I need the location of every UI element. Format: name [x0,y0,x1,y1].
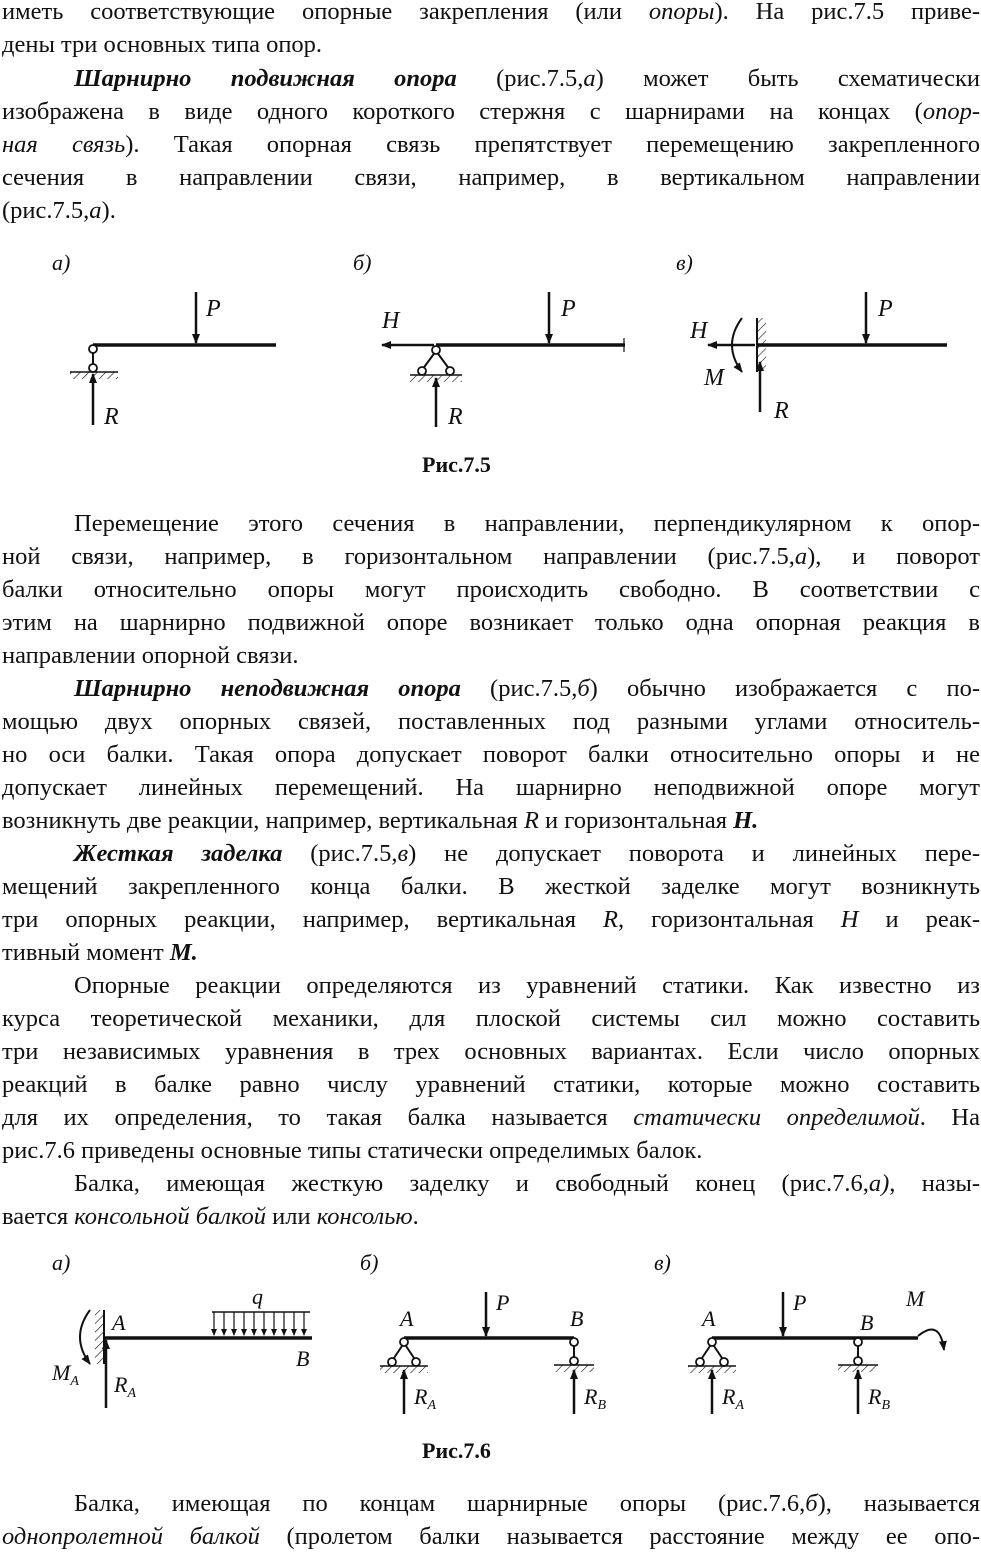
subfigure-label-b: б) [353,250,372,275]
text-line: этим на шарнирно подвижной опоре возникает только одна опорная реакция в [2,609,980,636]
diagram-hinged-fixed [353,250,625,430]
italic-letter: а [794,543,808,570]
text-line: курса теоретической механики, для плоской системы сил можно составить [2,1005,980,1032]
text-span: и горизонтальная [538,807,734,834]
bold-term: Шарнирно неподвижная опора [74,675,461,702]
hinge-icon [854,1357,862,1365]
point-label-b: B [296,1346,310,1371]
text-span: возникнуть две реакции, например, вертикальная [2,807,524,834]
text-line: направлении опорной связи. [2,642,299,669]
italic-term: консольной балкой [74,1203,267,1230]
bold-term: Жесткая заделка [74,840,283,867]
label-r-a [721,1384,744,1413]
diagram-simply-supported-beam [360,1250,606,1414]
label-r: R [448,404,463,430]
text-line [2,936,980,969]
text-line [2,0,980,28]
label-m: M [52,1360,71,1385]
hinge-icon [432,346,440,354]
italic-term: статически определимой [633,1104,920,1131]
paragraph-static-determinacy [2,969,980,1167]
hinge-icon [418,367,426,375]
paragraph-fixed-clamp [2,837,980,969]
label-r-subscript: B [881,1398,891,1413]
paragraph-displacement [2,507,980,672]
paragraph-hinged-fixed [2,672,980,837]
text-line: сечения в направлении связи, например, в вертикальном направлении [2,164,980,191]
label-r-a [113,1372,136,1401]
paragraph-intro [2,0,980,61]
text-line [2,1167,980,1200]
italic-letter: H [840,906,859,933]
label-p: P [496,1290,510,1315]
text-line [2,1487,980,1520]
bold-term: Шарнирно подвижная опора [74,65,457,92]
diagram-fixed-clamp [676,250,947,424]
italic-term: опоры [648,0,715,25]
text-line: допускает линейных перемещений. На шарнирно неподвижной опоре могут [2,774,980,801]
text-line: рис.7.6 приведены основные типы статически определимых балок. [2,1137,703,1164]
hinge-icon [854,1338,862,1346]
label-m: M [906,1286,925,1311]
text-line: дены три основных типа опор. [2,31,323,58]
label-m-a [51,1360,79,1389]
italic-letter: а) [868,1170,890,1197]
hinge-icon [446,367,454,375]
italic-letter: а [89,197,102,224]
text-span: тивный момент [2,939,170,966]
figure-7-6 [0,1240,981,1430]
label-r: R [114,1372,128,1397]
paragraph-cantilever [2,1167,980,1233]
diagram-hinged-movable [52,250,276,430]
text-span: и реак- [858,906,980,933]
text-line: реакций в балке равно числу уравнений статики, которые можно составить [2,1071,980,1098]
italic-letter: б [577,675,590,702]
text-span: ной связи, например, в горизонтальном направлении (рис.7.5, [2,543,795,570]
applied-moment-arc [918,1330,944,1350]
text-line: Опорные реакции определяются из уравнений статики. Как известно из [74,972,980,999]
label-q: q [252,1284,263,1309]
label-r-subscript: A [735,1398,745,1413]
label-r-b [867,1384,890,1413]
text-span: ) не допускает поворота и линейных пере- [408,840,980,867]
text-line [2,95,980,128]
text-line [2,128,980,161]
text-span: ), называется [817,1490,980,1517]
text-span: вается [2,1203,75,1230]
italic-letter: а [583,65,596,92]
text-span: (пролетом балки называется расстояние между ее опо- [259,1523,981,1550]
subfigure-label-a: а) [52,250,71,275]
hinge-icon [570,1338,578,1346]
text-line: три независимых уравнения в трех основных вариантах. Если число опорных [2,1038,980,1065]
text-span: , назы- [889,1170,980,1197]
label-p: P [793,1290,807,1315]
text-line: мощью двух опорных связей, поставленных под разными углами относитель- [2,708,980,735]
text-span: или [266,1203,317,1230]
label-r: R [722,1384,736,1409]
text-span: изображена в виде одного короткого стержня с шарнирами на концах ( [2,98,923,125]
subfigure-label-b: б) [360,1250,379,1275]
reaction-moment-arc [80,1310,90,1364]
label-r-a [413,1384,436,1413]
clamp-hatch [95,1310,104,1364]
text-line: но оси балки. Такая опора допускает поворот балки относительно опоры и не [2,741,980,768]
text-span: Балка, имеющая жесткую заделку и свободный конец (рис.7.6, [74,1170,869,1197]
text-line [2,837,980,870]
point-label-a: A [400,1306,414,1331]
text-line [2,903,980,936]
hinge-icon [89,345,97,353]
clamp-hatch [757,318,766,372]
point-label-a: A [112,1310,126,1335]
text-line [2,194,980,227]
text-line [2,672,980,705]
text-span: ), и поворот [807,543,981,570]
label-m: M [704,365,724,391]
text-line: мещений закрепленного конца балки. В жесткой заделке могут возникнуть [2,873,980,900]
subfigure-label-a: а) [52,1250,71,1275]
text-line [2,1520,980,1553]
label-p: P [561,296,576,322]
text-line: балки относительно опоры могут происходить свободно. В соответствии с [2,576,980,603]
text-span: . На [919,1104,980,1131]
diagram-overhang-beam [654,1250,944,1414]
text-span: ). [101,197,116,224]
italic-term: ная связь [2,131,126,158]
label-r: R [414,1384,428,1409]
label-p: P [878,296,893,322]
text-line [2,1200,980,1233]
label-r-b [583,1384,606,1413]
text-line [2,62,980,95]
label-r: R [774,398,789,424]
figure-caption-7-5: Рис.7.5 [422,452,491,477]
label-r-subscript: A [427,1398,437,1413]
bold-letter: M. [169,939,198,966]
hinge-icon [412,1358,420,1366]
text-span: ). На рис.7.5 приве- [714,0,980,25]
text-line [2,1101,980,1134]
label-h: H [690,318,708,344]
text-span: три опорных реакции, например, вертикальная [2,906,603,933]
hinge-icon [388,1358,396,1366]
label-r: R [584,1384,598,1409]
point-label-b: B [860,1310,874,1335]
hinge-icon [570,1357,578,1365]
label-h: H [382,308,400,334]
italic-term: опор- [922,98,980,125]
label-r-subscript: A [127,1386,137,1401]
italic-letter: R [602,906,618,933]
hinge-icon [696,1358,704,1366]
text-span: для их определения, то такая балка называется [2,1104,634,1131]
text-span: (рис.7.5, [456,65,584,92]
hinge-icon [89,364,97,372]
label-p: P [206,296,221,322]
diagram-cantilever-beam [51,1250,312,1408]
paragraph-hinged-movable [2,62,980,227]
hinge-icon [400,1338,408,1346]
text-span: ). Такая опорная связь препятствует перемещению закрепленного [125,131,980,158]
hinge-icon [708,1338,716,1346]
label-r: R [104,404,119,430]
text-span: (рис.7.5, [2,197,90,224]
text-line: Перемещение этого сечения в направлении, перпендикулярном к опор- [74,510,980,537]
point-label-a: A [702,1306,716,1331]
label-r: R [868,1384,882,1409]
text-span: , горизонтальная [617,906,841,933]
label-m-subscript: A [70,1374,79,1389]
label-r-subscript: B [597,1398,607,1413]
figure-caption-7-6: Рис.7.6 [422,1438,491,1463]
italic-letter: б [805,1490,818,1517]
text-span: иметь соответствующие опорные закрепления (или [2,0,649,25]
text-line [2,540,980,573]
italic-term: консолью [316,1203,413,1230]
italic-letter: R [523,807,539,834]
text-span: . [412,1203,419,1230]
bold-letter: H. [733,807,759,834]
text-span: Балка, имеющая по концам шарнирные опоры (рис.7.6, [74,1490,806,1517]
text-span: ) может быть схематически [595,65,981,92]
text-span: (рис.7.5, [460,675,578,702]
hinge-icon [720,1358,728,1366]
paragraph-single-span [2,1487,980,1553]
text-line [2,804,980,837]
point-label-b: B [570,1306,584,1331]
italic-letter: в [397,840,409,867]
distributed-load-arrows [214,1312,304,1335]
text-span: (рис.7.5, [282,840,398,867]
subfigure-label-c: в) [676,250,693,275]
italic-term: однопролетной балкой [2,1523,260,1550]
figure-7-5 [0,240,981,440]
text-span: ) обычно изображается с по- [589,675,980,702]
subfigure-label-c: в) [654,1250,671,1275]
